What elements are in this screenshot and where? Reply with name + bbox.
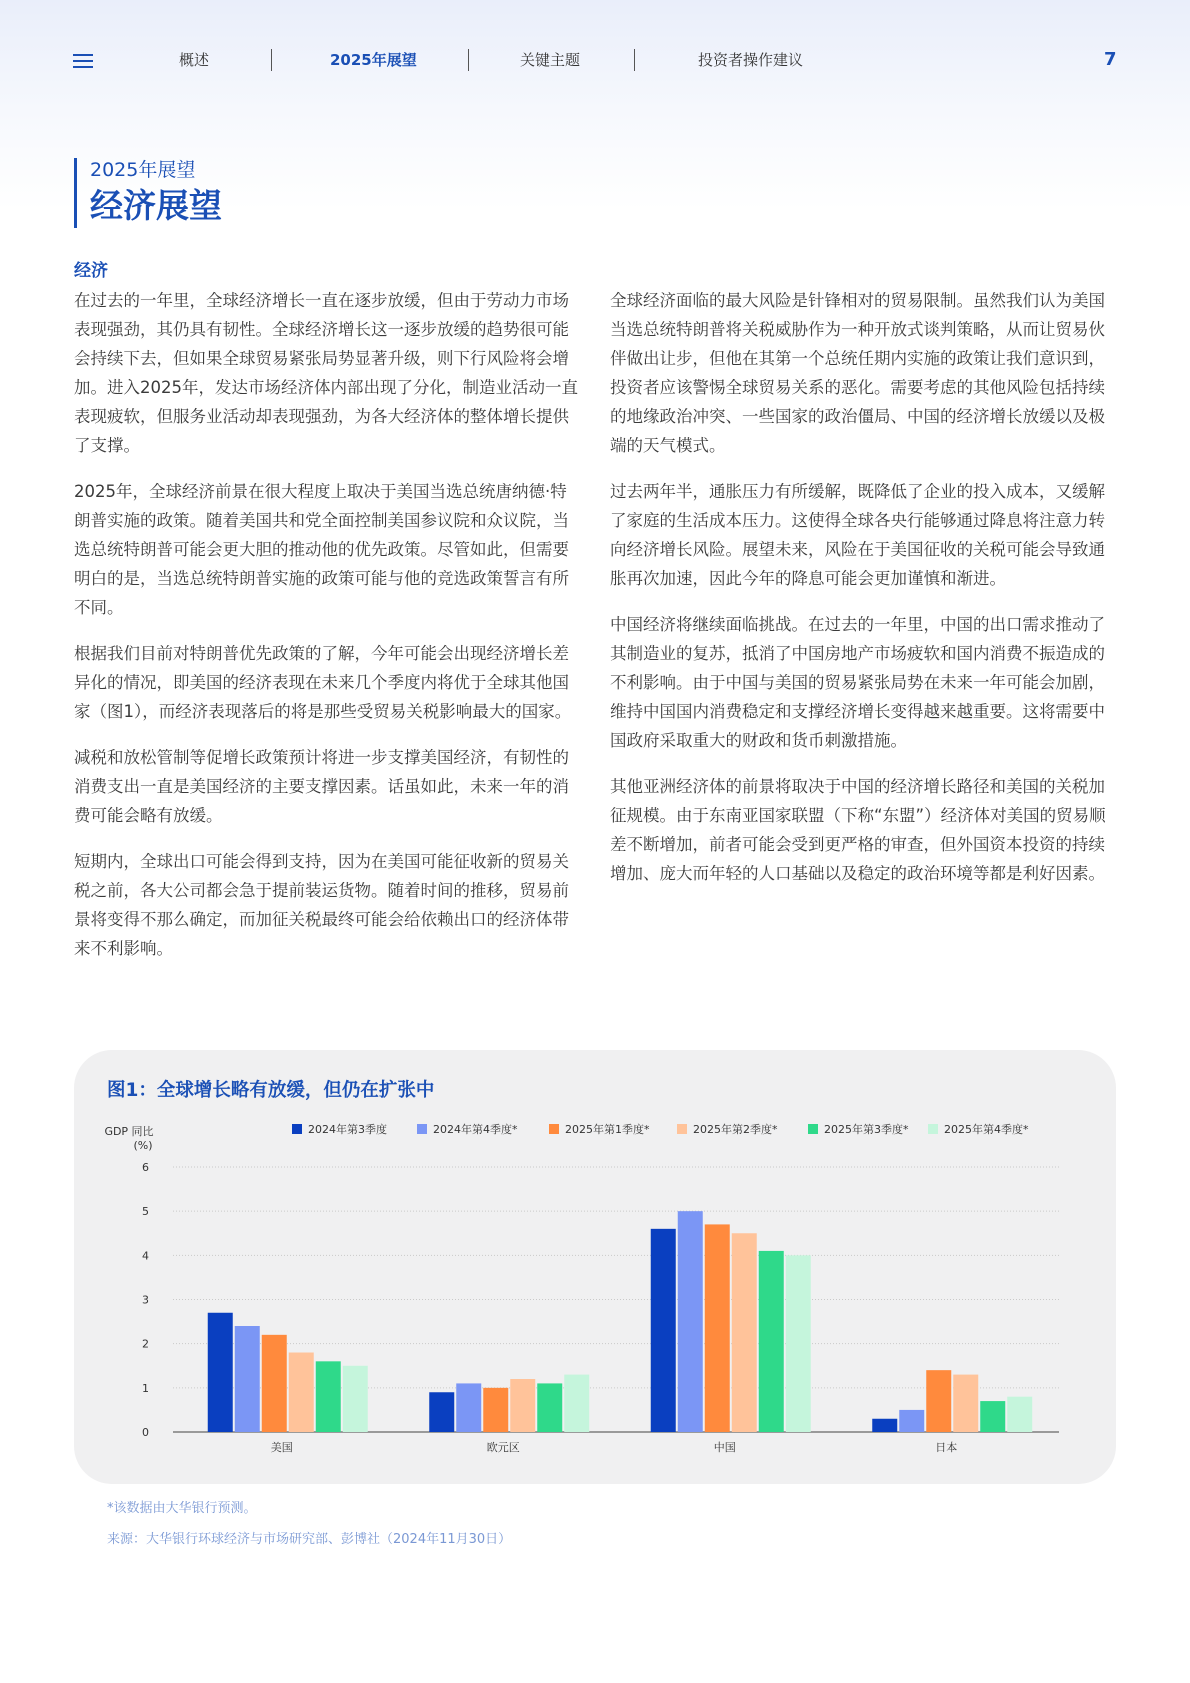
chart-card [74, 1050, 1116, 1484]
bar [262, 1335, 287, 1432]
chart-footnote: *该数据由大华银行预测。 [107, 1501, 257, 1516]
y-tick-label: 4 [142, 1249, 149, 1263]
chart-title: 图1：全球增长略有放缓，但仍在扩张中 [107, 1080, 435, 1101]
paragraph: 2025年，全球经济前景在很大程度上取决于美国当选总统唐纳德·特朗普实施的政策。随着美国共和党全面控制美国参议院和众议院，当选总统特朗普可能会更大胆的推动他的优先政策。尽管如此，但需要明白的是，当选总统特朗普实施的政策可能与他的竞选政策誓言有所不同。 [74, 482, 569, 617]
bar [510, 1379, 535, 1432]
bar [564, 1375, 589, 1432]
paragraph: 短期内，全球出口可能会得到支持，因为在美国可能征收新的贸易关税之前，各大公司都会急于提前装运货物。随着时间的推移，贸易前景将变得不那么确定，而加征关税最终可能会给依赖出口的经济体带来不利影响。 [74, 852, 569, 958]
menu-icon[interactable] [73, 54, 93, 68]
paragraph: 过去两年半，通胀压力有所缓解，既降低了企业的投入成本，又缓解了家庭的生活成本压力。这使得全球各央行能够通过降息将注意力转向经济增长风险。展望未来，风险在于美国征收的关税可能会导致通胀再次加速，因此今年的降息可能会更加谨慎和渐进。 [610, 482, 1105, 588]
bar [316, 1361, 341, 1432]
bar [429, 1392, 454, 1432]
bar [786, 1255, 811, 1432]
bar [872, 1419, 897, 1432]
y-tick-label: 3 [142, 1293, 149, 1307]
section-title: 经济 [74, 261, 108, 281]
chart-source: 来源：大华银行环球经济与市场研究部、彭博社（2024年11月30日） [107, 1532, 512, 1547]
legend-label: 2025年第3季度* [824, 1123, 909, 1136]
y-tick-label: 2 [142, 1337, 149, 1351]
legend-label: 2024年第4季度* [433, 1123, 518, 1136]
bar [759, 1251, 784, 1432]
bar [705, 1224, 730, 1432]
paragraph: 减税和放松管制等促增长政策预计将进一步支撑美国经济，有韧性的消费支出一直是美国经济的主要支撑因素。话虽如此，未来一年的消费可能会略有放缓。 [74, 748, 569, 825]
bar [953, 1375, 978, 1432]
bar [456, 1383, 481, 1432]
bar [235, 1326, 260, 1432]
page-heading [74, 158, 222, 228]
legend-label: 2025年第1季度* [565, 1123, 650, 1136]
legend-label: 2024年第3季度 [308, 1123, 387, 1136]
bar [732, 1233, 757, 1432]
legend-swatch [292, 1124, 302, 1134]
x-tick-label: 日本 [935, 1441, 958, 1454]
y-axis-label: GDP 同比 [104, 1125, 154, 1138]
legend-label: 2025年第4季度* [944, 1123, 1029, 1136]
y-tick-label: 6 [142, 1161, 149, 1174]
paragraph: 中国经济将继续面临挑战。在过去的一年里，中国的出口需求推动了其制造业的复苏，抵消了中国房地产市场疲软和国内消费不振造成的不利影响。由于中国与美国的贸易紧张局势在未来一年可能会加剧，维持中国国内消费稳定和支撑经济增长变得越来越重要。这将需要中国政府采取重大的财政和货币刺激措施。 [610, 615, 1105, 750]
bar [651, 1229, 676, 1432]
x-tick-label: 美国 [270, 1441, 293, 1454]
nav-item-investor-advice[interactable]: 投资者操作建议 [698, 51, 804, 69]
paragraph: 其他亚洲经济体的前景将取决于中国的经济增长路径和美国的关税加征规模。由于东南亚国家联盟（下称“东盟”）经济体对美国的贸易顺差不断增加，前者可能会受到更严格的审查，但外国资本投资的持续增加、庞大而年轻的人口基础以及稳定的政治环境等都是利好因素。 [610, 777, 1106, 883]
bar [678, 1211, 703, 1432]
nav-item-overview[interactable]: 概述 [179, 51, 210, 69]
legend-swatch [417, 1124, 427, 1134]
nav-divider [468, 49, 469, 71]
page-title: 经济展望 [90, 186, 222, 225]
legend-swatch [549, 1124, 559, 1134]
y-axis-unit: (%) [133, 1139, 153, 1152]
bar [483, 1388, 508, 1432]
legend-swatch [677, 1124, 687, 1134]
page-number: 7 [1104, 49, 1117, 70]
paragraph: 在过去的一年里，全球经济增长一直在逐步放缓，但由于劳动力市场表现强劲，其仍具有韧性。全球经济增长这一逐步放缓的趋势很可能会持续下去，但如果全球贸易紧张局势显著升级，则下行风险将会增加。进入2025年，发达市场经济体内部出现了分化，制造业活动一直表现疲软，但服务业活动却表现强劲，为各大经济体的整体增长提供了支撑。 [74, 291, 578, 455]
nav-divider [271, 49, 272, 71]
right-column [610, 286, 1115, 905]
top-navigation [0, 0, 1190, 120]
legend-swatch [928, 1124, 938, 1134]
x-tick-label: 中国 [713, 1441, 736, 1454]
bar [208, 1313, 233, 1432]
nav-item-key-themes[interactable]: 关键主题 [520, 51, 581, 69]
paragraph: 根据我们目前对特朗普优先政策的了解，今年可能会出现经济增长差异化的情况，即美国的经济表现在未来几个季度内将优于全球其他国家（图1），而经济表现落后的将是那些受贸易关税影响最大的国家。 [74, 644, 572, 721]
legend-label: 2025年第2季度* [693, 1123, 778, 1136]
bar [289, 1353, 314, 1433]
bar [537, 1383, 562, 1432]
bar [343, 1366, 368, 1432]
bar [1007, 1397, 1032, 1432]
paragraph: 全球经济面临的最大风险是针锋相对的贸易限制。虽然我们认为美国当选总统特朗普将关税威胁作为一种开放式谈判策略，从而让贸易伙伴做出让步，但他在其第一个总统任期内实施的政策让我们意识到，投资者应该警惕全球贸易关系的恶化。需要考虑的其他风险包括持续的地缘政治冲突、一些国家的政治僵局、中国的经济增长放缓以及极端的天气模式。 [610, 291, 1105, 455]
y-tick-label: 1 [142, 1381, 149, 1395]
gdp-bar-chart [74, 1050, 1116, 1484]
bar [926, 1370, 951, 1432]
bar [899, 1410, 924, 1432]
y-tick-label: 0 [142, 1426, 149, 1439]
x-tick-label: 欧元区 [486, 1441, 520, 1454]
left-column [74, 286, 579, 980]
nav-item-outlook-2025[interactable]: 2025年展望 [330, 51, 417, 69]
bar [980, 1401, 1005, 1432]
legend-swatch [808, 1124, 818, 1134]
nav-divider [634, 49, 635, 71]
y-tick-label: 5 [142, 1205, 149, 1219]
page-subtitle: 2025年展望 [90, 159, 196, 181]
